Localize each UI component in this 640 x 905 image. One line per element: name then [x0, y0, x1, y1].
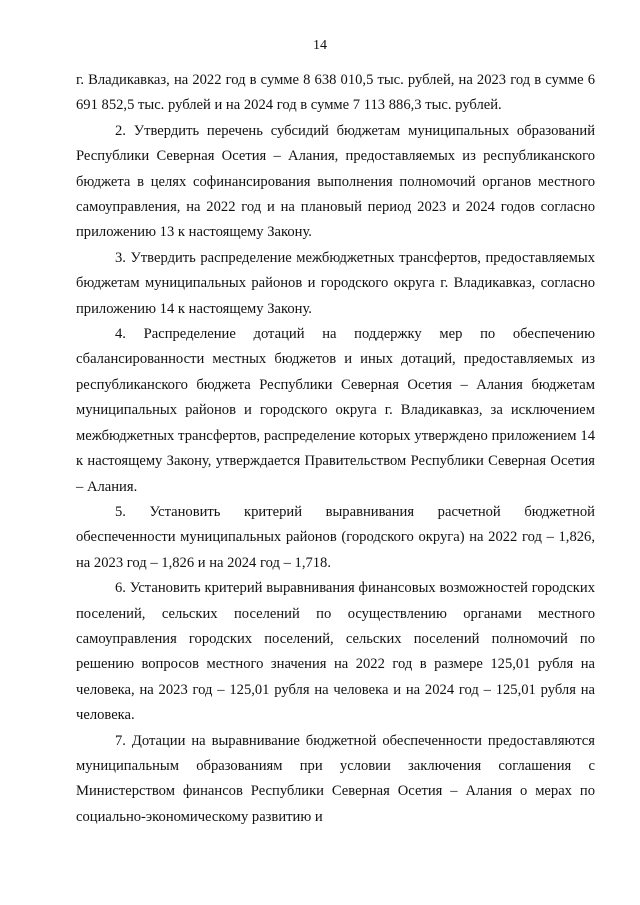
- paragraph-item-7: 7. Дотации на выравнивание бюджетной обеспеченности предоставляются муниципальным образованиям при условии заключения соглашения с Министерством финансов Республики Северная Осетия – Алания о мерах по социально-экономическому развитию и: [76, 732, 595, 825]
- paragraph-item-4: 4. Распределение дотаций на поддержку мер по обеспечению сбалансированности местных бюджетов и иных дотаций, предоставляемых из республиканского бюджета Республики Северная Осетия – Алания бюджетам муниципальных районов и городского округа г. Владикавказ, за исключением межбюджетных трансфертов, распределение которых утверждено приложением 14 к настоящему Закону, утверждается Правительством Республики Северная Осетия – Алания.: [76, 326, 595, 495]
- paragraph-item-5: 5. Установить критерий выравнивания расчетной бюджетной обеспеченности муниципальных районов (городского округа) на 2022 год – 1,826, на 2023 год – 1,826 и на 2024 год – 1,718.: [76, 503, 595, 571]
- paragraph-item-6: 6. Установить критерий выравнивания финансовых возможностей городских поселений, сельских поселений по осуществлению органами местного самоуправления городских поселений, сельских поселений полномочий по решению вопросов местного значения на 2022 год в размере 125,01 рубля на человека, на 2023 год – 125,01 рубля на человека и на 2024 год – 125,01 рубля на человека.: [76, 580, 595, 724]
- paragraph-item-3: 3. Утвердить распределение межбюджетных трансфертов, предоставляемых бюджетам муниципальных районов и городского округа г. Владикавказ, согласно приложению 14 к настоящему Закону.: [76, 249, 595, 317]
- page-number: 14: [313, 38, 327, 53]
- document-body: [76, 68, 595, 830]
- paragraph-continuation: г. Владикавказ, на 2022 год в сумме 8 638 010,5 тыс. рублей, на 2023 год в сумме 6 691 852,5 тыс. рублей и на 2024 год в сумме 7 113 886,3 тыс. рублей.: [76, 72, 595, 114]
- paragraph-item-2: 2. Утвердить перечень субсидий бюджетам муниципальных образований Республики Северная Осетия – Алания, предоставляемых из республиканского бюджета в целях софинансирования выполнения полномочий органов местного самоуправления, на 2022 год и на плановый период 2023 и 2024 годов согласно приложению 13 к настоящему Закону.: [76, 122, 595, 241]
